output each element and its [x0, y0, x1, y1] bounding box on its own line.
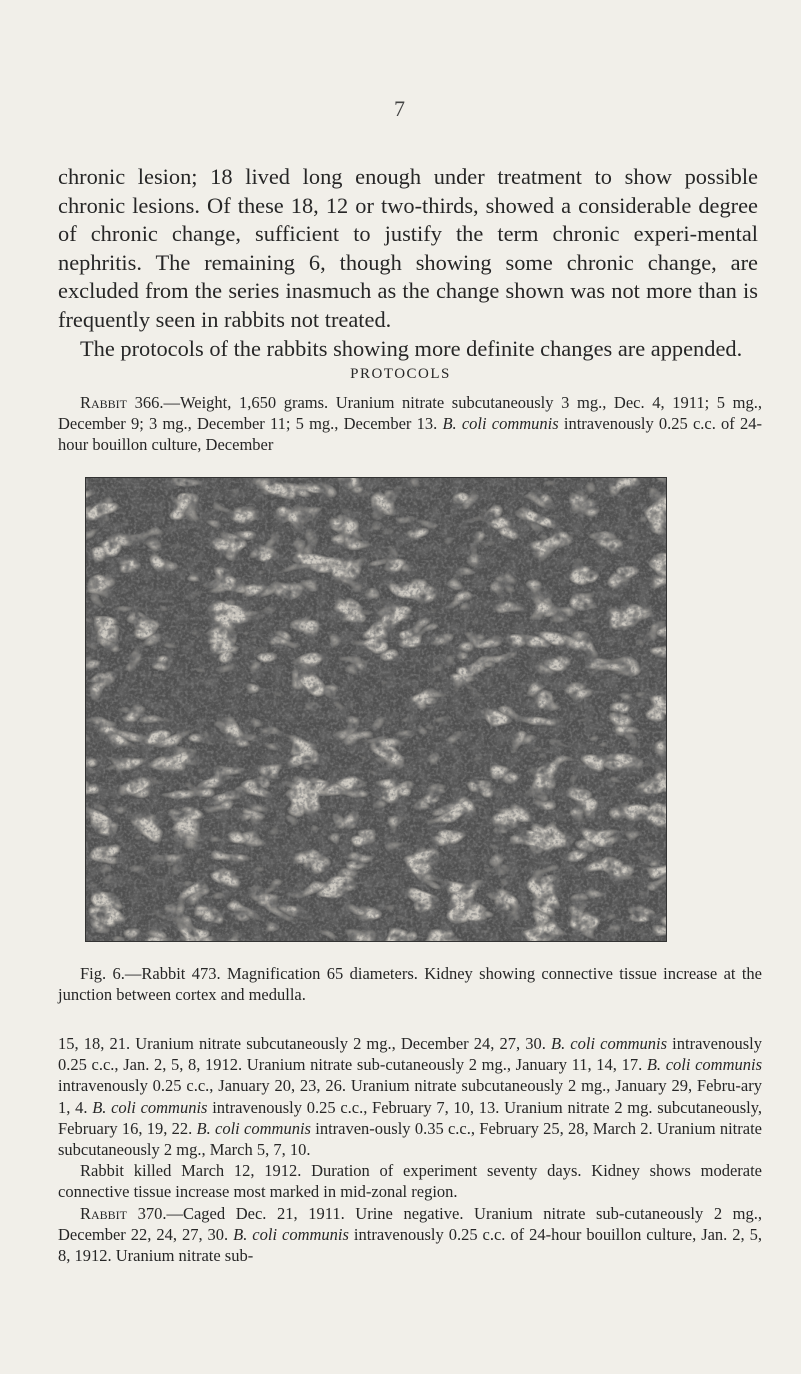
continuation-organism-4: B. coli communis: [196, 1118, 311, 1138]
protocol-rabbit-370: [58, 1203, 762, 1267]
intro-paragraph-2: The protocols of the rabbits showing more definite changes are appended.: [80, 335, 743, 361]
rabbit-370-organism: B. coli communis: [233, 1224, 349, 1244]
rabbit-366-organism: B. coli communis: [442, 414, 559, 434]
rabbit-370-text-2: intravenously 0.25 c.c. of 24-hour bouillon culture, Jan. 2, 5, 8, 1912. Uranium nitrate sub-: [58, 1224, 762, 1266]
rabbit-370-label: Rabbit 370.: [80, 1203, 167, 1223]
continuation-organism-2: B. coli communis: [646, 1055, 762, 1075]
rabbit-366-text-2: intravenously 0.25 c.c. of 24-hour bouillon culture, December: [58, 414, 762, 455]
intro-paragraph-1: chronic lesion; 18 lived long enough under treatment to show possible chronic lesions. Of these 18, 12 or two-thirds, showed a considerable degree of chronic change, sufficient to justify the term chronic experi-mental nephritis. The remaining 6, though showing some chronic change, are excluded from the series inasmuch as the change shown was not more than is frequently seen in rabbits not treated.: [58, 164, 758, 332]
continuation-organism-1: B. coli communis: [550, 1034, 668, 1053]
figure-caption: [58, 963, 762, 1005]
continuation-organism-3: B. coli communis: [92, 1097, 208, 1117]
page-number: 7: [394, 96, 405, 121]
rabbit-366-label: Rabbit 366.: [80, 393, 164, 412]
rabbit-370-text-1: —Caged Dec. 21, 1911. Urine negative. Uranium nitrate sub-cutaneously 2 mg., December 22, 24, 27, 30.: [58, 1203, 762, 1244]
continuation-text-4: intravenously 0.25 c.c., February 7, 10, 13. Uranium nitrate 2 mg. subcutaneously, February 16, 19, 22.: [58, 1097, 763, 1138]
continuation-text-1: 15, 18, 21. Uranium nitrate subcutaneously 2 mg., December 24, 27, 30.: [58, 1034, 551, 1053]
protocol-rabbit-366-paragraph: [58, 392, 762, 456]
intro-text: [58, 163, 758, 363]
protocol-continuation: [58, 1033, 762, 1266]
kidney-micrograph-image: [86, 478, 666, 941]
continuation-paragraph: [58, 1033, 762, 1160]
rabbit-366-text-1: —Weight, 1,650 grams. Uranium nitrate subcutaneously 3 mg., Dec. 4, 1911; 5 mg., December 9; 3 mg., December 11; 5 mg., December 13.: [58, 393, 762, 434]
continuation-text-5: intraven-ously 0.35 c.c., February 25, 28, March 2. Uranium nitrate subcutaneously 2 mg., March 5, 7, 10.: [58, 1118, 762, 1160]
figure-caption-text: Fig. 6.—Rabbit 473. Magnification 65 diameters. Kidney showing connective tissue increase at the junction between cortex and medulla.: [58, 964, 762, 1005]
rabbit-killed-paragraph: Rabbit killed March 12, 1912. Duration of experiment seventy days. Kidney shows moderate connective tissue increase most marked in mid-zonal region.: [58, 1161, 762, 1202]
micrograph-figure: [85, 477, 667, 942]
continuation-text-2: intravenously 0.25 c.c., Jan. 2, 5, 8, 1912. Uranium nitrate sub-cutaneously 2 mg., January 11, 14, 17.: [58, 1034, 762, 1075]
continuation-text-3: intravenously 0.25 c.c., January 20, 23, 26. Uranium nitrate subcutaneously 2 mg., January 29, Febru-ary 1, 4.: [58, 1076, 762, 1117]
protocols-heading: PROTOCOLS: [350, 366, 451, 382]
protocol-rabbit-366: [58, 392, 762, 456]
